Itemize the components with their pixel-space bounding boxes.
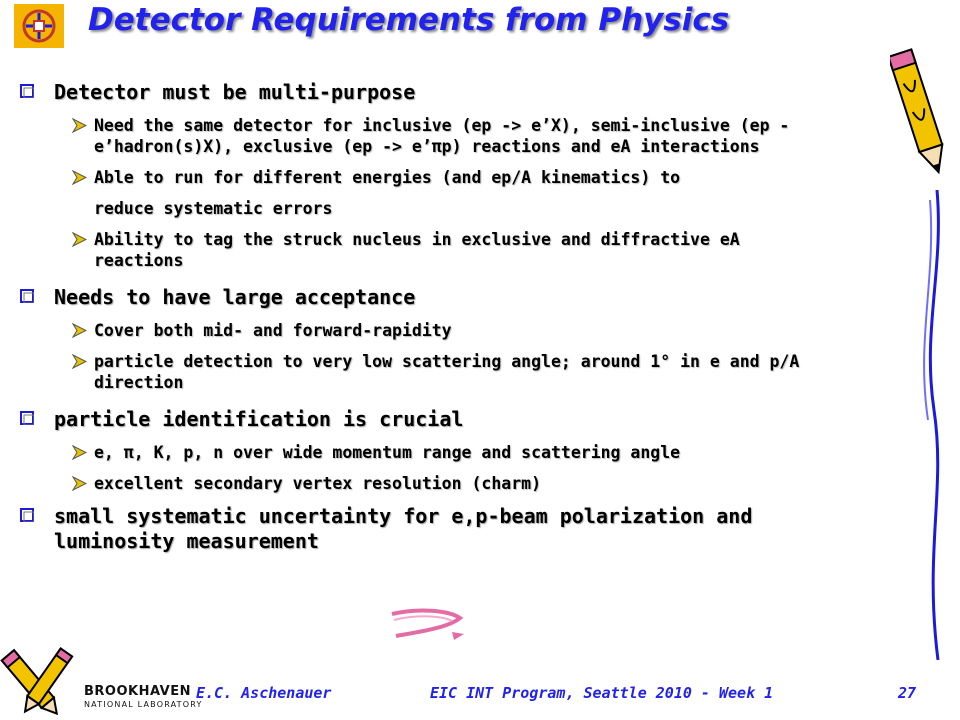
section-heading: particle identification is crucial xyxy=(18,407,928,432)
institute-logo-icon xyxy=(14,4,64,48)
section-heading: Detector must be multi-purpose xyxy=(18,80,928,105)
page-number: 27 xyxy=(898,684,917,702)
lab-logo-subtitle: NATIONAL LABORATORY xyxy=(84,700,203,709)
arrow-bullet-icon xyxy=(72,118,87,133)
list-item-continuation: reactions xyxy=(94,251,184,270)
lab-logo-name: BROOKHAVEN xyxy=(84,684,191,699)
section-heading-continuation: luminosity measurement xyxy=(54,529,319,553)
arrow-bullet-icon xyxy=(72,170,87,185)
square-bullet-icon xyxy=(20,508,34,522)
slide-body xyxy=(18,80,928,554)
footer-conference: EIC INT Program, Seattle 2010 - Week 1 xyxy=(430,684,774,702)
arrow-bullet-icon xyxy=(72,323,87,338)
list-item: particle detection to very low scattering angle; around 1° in e and p/A xyxy=(18,351,928,372)
list-item: Need the same detector for inclusive (ep -> e’X), semi-inclusive (ep - xyxy=(18,115,928,136)
page-title: Detector Requirements from Physics xyxy=(88,2,730,38)
square-bullet-icon xyxy=(20,289,34,303)
square-bullet-icon xyxy=(20,411,34,425)
list-item: Ability to tag the struck nucleus in exclusive and diffractive eA xyxy=(18,229,928,250)
pencil-icon xyxy=(0,636,80,720)
footer-author: E.C. Aschenauer xyxy=(196,684,332,702)
section-heading: small systematic uncertainty for e,p-beam polarization and xyxy=(18,504,928,529)
list-item-continuation: reduce systematic errors xyxy=(94,199,333,218)
list-item-continuation: e’hadron(s)X), exclusive (ep -> e’πp) reactions and eA interactions xyxy=(94,137,760,156)
swirl-arrow-icon xyxy=(388,606,468,642)
list-item-continuation: direction xyxy=(94,373,184,392)
list-item: excellent secondary vertex resolution (charm) xyxy=(18,473,928,494)
list-item: Cover both mid- and forward-rapidity xyxy=(18,320,928,341)
arrow-bullet-icon xyxy=(72,476,87,491)
section-heading: Needs to have large acceptance xyxy=(18,285,928,310)
arrow-bullet-icon xyxy=(72,232,87,247)
square-bullet-icon xyxy=(20,84,34,98)
list-item: e, π, K, p, n over wide momentum range and scattering angle xyxy=(18,442,928,463)
arrow-bullet-icon xyxy=(72,445,87,460)
list-item: Able to run for different energies (and ep/A kinematics) to xyxy=(18,167,928,188)
arrow-bullet-icon xyxy=(72,354,87,369)
